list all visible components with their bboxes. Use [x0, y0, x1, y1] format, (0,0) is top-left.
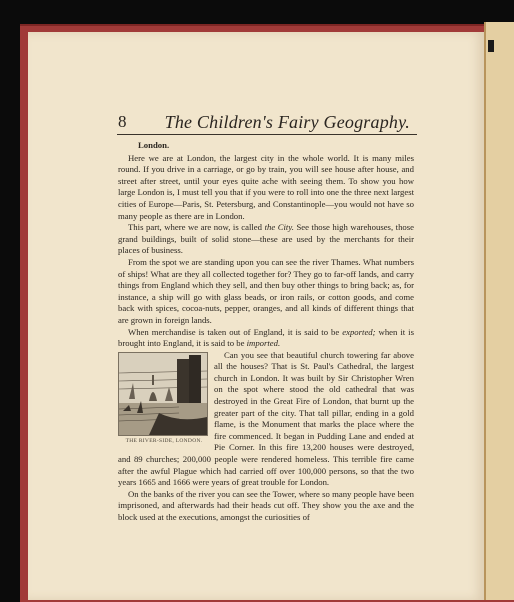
header-rule	[117, 134, 417, 135]
paragraph-4: When merchandise is taken out of England, it is said to be exported; when it is brought into England, it is said to be imported.	[118, 326, 414, 349]
emphasis-exported: exported;	[342, 326, 376, 337]
paragraph-2: This part, where we are now, is called the City. See those high warehouses, those grand buildings, built of solid stone—these are used by the merchants for their places of business.	[118, 222, 414, 256]
riverside-illustration	[118, 352, 206, 452]
engraving-image	[118, 352, 208, 436]
emphasis-the-city: the City.	[264, 222, 294, 233]
page-number: 8	[118, 112, 127, 131]
paragraph-1: Here we are at London, the largest city in the whole world. It is many miles round. If you drive in a carriage, or go by train, you will see house after house, and street after street, until your eyes quite ache with seeing them. To show you how large London is, I must tell you that if you were to roll into one the three next largest cities of Europe—Paris, St. Petersburg, and Constantinople—you would not have so many people as there are in London.	[118, 152, 414, 221]
page-body	[118, 140, 414, 524]
running-title: The Children's Fairy Geography.	[164, 112, 410, 132]
page-tab	[488, 40, 494, 52]
emphasis-imported: imported.	[246, 338, 281, 349]
paragraph-6: On the banks of the river you can see the Tower, where so many people have been imprisoned, and afterwards had their heads cut off. They show you the axe and the block used at the executions, amongst the curiosities of	[118, 488, 414, 522]
illustration-caption: THE RIVER-SIDE, LONDON.	[125, 437, 203, 444]
page-header	[118, 112, 416, 136]
section-heading: London.	[138, 140, 170, 150]
facing-page-edge	[484, 22, 514, 600]
paragraph-5: Can you see that beautiful church towering far above all the houses? That is St. Paul's Cathedral, the largest church in London. It was built by Sir Christopher Wren on the spot where stood the old cathedral that was destroyed in the Great Fire of London, that burnt up the greater part of the city. That tall pillar, ending in a gold flame, is the Monument that marks the place where the fire commenced. It began in Pudding Lane and ended at Pie Corner. In this fire 13,200 houses were destroyed, and 89 churches; 200,000 people were rendered homeless. This terrible fire came after the awful Plague which had carried off over 100,000 persons, so that the two years 1665 and 1666 were years of great trouble for London.	[118, 349, 414, 488]
paragraph-3: From the spot we are standing upon you can see the river Thames. What numbers of ships! What are they all collected together for? They go to far-off lands, and carry things from England which they sell, and then buy other things to bring back; as, for instance, a ship will go with glass beads, or iron rails, or cotton goods, and come back with spices, cocoa-nuts, pepper, oranges, and all kinds of different things that are grown in foreign lands.	[118, 256, 414, 325]
